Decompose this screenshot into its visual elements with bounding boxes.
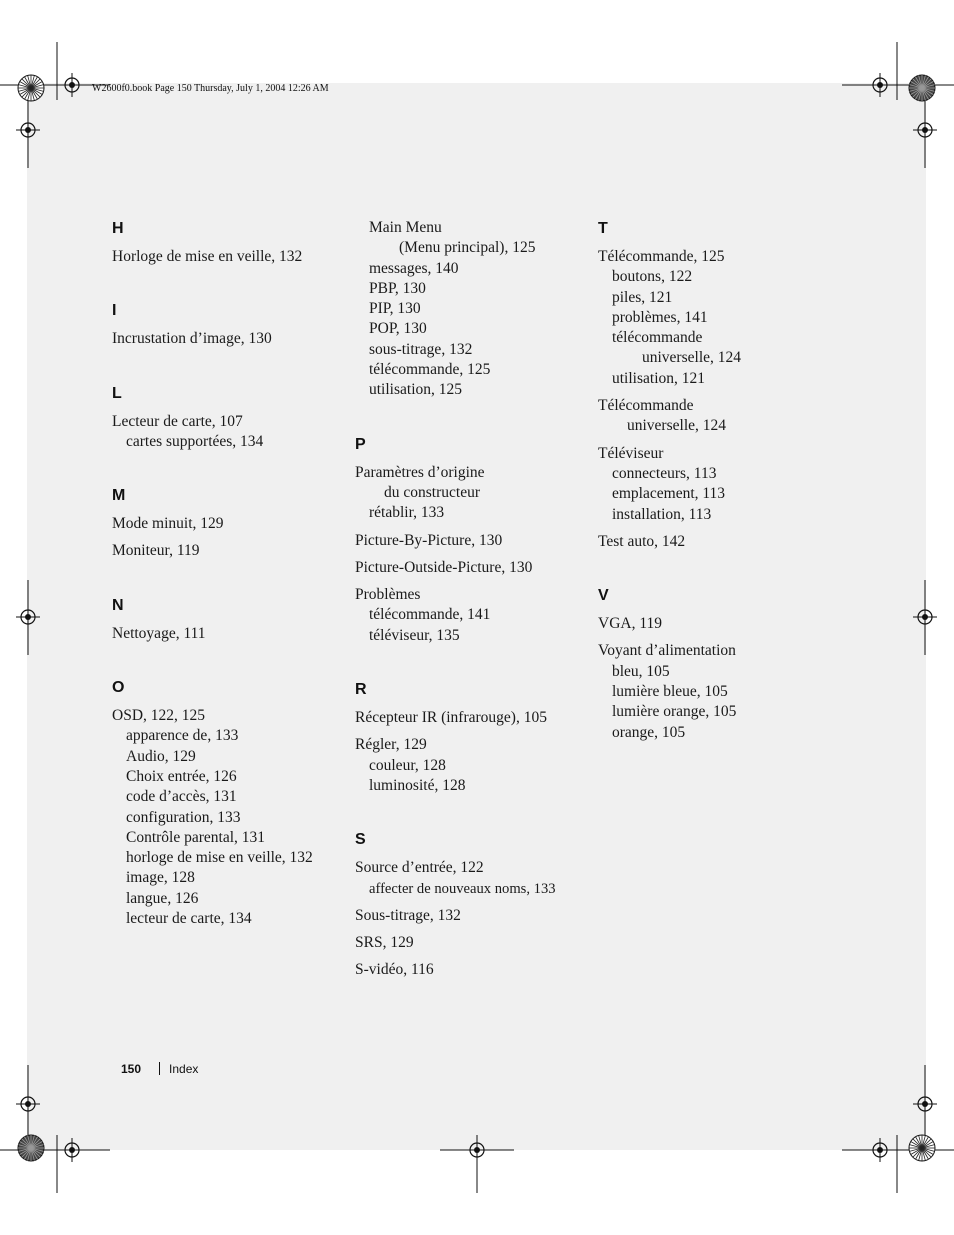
index-entry — [598, 444, 828, 525]
index-letter-heading: L — [112, 384, 122, 402]
index-subterm: horloge de mise en veille, 132 — [126, 849, 313, 867]
registration-target — [16, 605, 40, 629]
index-term: Test auto, 142 — [598, 532, 686, 550]
index-subterm: messages, 140 — [369, 259, 459, 277]
index-subterm: cartes supportées, 134 — [126, 432, 264, 450]
registration-target — [913, 605, 937, 629]
index-term: Horloge de mise en veille, 132 — [112, 248, 303, 265]
registration-target — [16, 118, 40, 142]
index-subterm: piles, 121 — [612, 288, 673, 306]
index-subterm: connecteurs, 113 — [612, 464, 717, 482]
registration-target — [60, 1138, 84, 1162]
footer-section: Index — [169, 1062, 199, 1076]
index-entry — [112, 541, 342, 561]
index-subterm: du constructeur — [384, 483, 480, 501]
index-entry — [355, 735, 585, 796]
index-entry — [112, 624, 342, 644]
index-column-2 — [355, 218, 585, 988]
registration-target — [868, 73, 892, 97]
index-column-3 — [598, 218, 828, 750]
index-term: Télécommande, 125 — [598, 248, 725, 265]
index-letter-heading: S — [355, 831, 366, 849]
index-subterm: orange, 105 — [612, 723, 686, 741]
index-entry — [355, 906, 585, 926]
index-term: Récepteur IR (infrarouge), 105 — [355, 709, 547, 727]
footer-separator — [159, 1062, 160, 1075]
index-letter-heading: T — [598, 220, 608, 237]
index-subterm: Contrôle parental, 131 — [126, 828, 266, 846]
index-term: Voyant d’alimentation — [598, 642, 736, 660]
index-subterm: POP, 130 — [369, 320, 427, 338]
index-subterm: lumière bleue, 105 — [612, 683, 728, 701]
index-entry — [355, 585, 585, 646]
index-term: SRS, 129 — [355, 934, 414, 952]
index-entry — [355, 933, 585, 953]
index-subterm: universelle, 124 — [642, 349, 742, 367]
index-term: Sous-titrage, 132 — [355, 906, 461, 924]
registration-target — [913, 1092, 937, 1116]
index-letter-heading: O — [112, 679, 125, 697]
index-subterm: bleu, 105 — [612, 662, 670, 680]
index-entry — [355, 463, 585, 524]
index-term: Picture-Outside-Picture, 130 — [355, 558, 533, 576]
index-subterm: code d’accès, 131 — [126, 788, 237, 806]
index-subterm: Main Menu — [369, 219, 442, 236]
index-subterm: télécommande, 141 — [369, 606, 491, 624]
index-entry — [355, 531, 585, 551]
index-subterm: emplacement, 113 — [612, 485, 726, 503]
index-subterm: langue, 126 — [126, 889, 199, 907]
index-entry — [112, 247, 342, 267]
index-subterm: (Menu principal), 125 — [399, 239, 536, 257]
index-term: Lecteur de carte, 107 — [112, 412, 243, 430]
index-subterm: configuration, 133 — [126, 808, 241, 826]
index-entry — [112, 706, 342, 929]
index-letter-heading: P — [355, 435, 366, 453]
index-entry — [598, 614, 828, 634]
registration-target — [913, 118, 937, 142]
index-subterm: Choix entrée, 126 — [126, 767, 237, 785]
index-letter-heading: M — [112, 487, 126, 505]
page-footer — [121, 1062, 198, 1076]
index-term: Paramètres d’origine — [355, 463, 485, 481]
index-entry — [355, 708, 585, 728]
color-bar-rosette — [18, 75, 44, 101]
registration-target — [868, 1138, 892, 1162]
index-entry — [598, 641, 828, 742]
index-letter-heading: V — [598, 587, 609, 605]
index-subterm: couleur, 128 — [369, 756, 446, 774]
page-number: 150 — [121, 1062, 142, 1076]
registration-target — [60, 73, 84, 97]
index-entry — [355, 558, 585, 578]
index-subterm: lecteur de carte, 134 — [126, 910, 252, 928]
index-entry — [355, 218, 585, 401]
registration-target — [16, 1092, 40, 1116]
index-term: Problèmes — [355, 586, 421, 604]
index-subterm: téléviseur, 135 — [369, 626, 460, 644]
index-subterm: utilisation, 121 — [612, 369, 705, 387]
index-subterm: utilisation, 125 — [369, 381, 462, 399]
index-term: S-vidéo, 116 — [355, 961, 434, 979]
print-header: W2600f0.book Page 150 Thursday, July 1, 2004 12:26 AM — [92, 83, 329, 94]
index-term: Téléviseur — [598, 444, 664, 462]
index-subterm: télécommande — [612, 329, 703, 347]
index-subterm: PIP, 130 — [369, 300, 421, 318]
index-subterm: boutons, 122 — [612, 268, 693, 286]
index-letter-heading: I — [112, 302, 117, 320]
index-entry — [355, 858, 585, 899]
index-term: Mode minuit, 129 — [112, 515, 224, 533]
registration-target — [465, 1138, 489, 1162]
color-bar-rosette — [909, 75, 935, 101]
index-subterm: lumière orange, 105 — [612, 703, 737, 721]
color-bar-rosette — [18, 1135, 44, 1161]
index-term: Télécommande — [598, 397, 694, 415]
index-letter-heading: H — [112, 220, 124, 237]
index-term: Nettoyage, 111 — [112, 624, 206, 642]
index-subterm: universelle, 124 — [627, 417, 727, 435]
index-entry — [112, 329, 342, 349]
index-term: Régler, 129 — [355, 736, 427, 754]
index-entry — [598, 396, 828, 437]
index-subterm: sous-titrage, 132 — [369, 340, 473, 358]
index-subterm: PBP, 130 — [369, 279, 426, 297]
index-term: Moniteur, 119 — [112, 542, 200, 560]
index-entry — [355, 960, 585, 980]
index-subterm: problèmes, 141 — [612, 308, 708, 326]
index-subterm: image, 128 — [126, 869, 195, 887]
index-subterm: affecter de nouveaux noms, 133 — [369, 880, 556, 897]
index-subterm: rétablir, 133 — [369, 504, 445, 522]
index-column-1 — [112, 218, 342, 936]
index-term: VGA, 119 — [598, 615, 663, 633]
index-entry — [598, 532, 828, 552]
index-term: OSD, 122, 125 — [112, 707, 206, 725]
index-term: Source d’entrée, 122 — [355, 859, 484, 877]
index-letter-heading: R — [355, 681, 367, 699]
index-letter-heading: N — [112, 596, 124, 614]
index-entry — [598, 247, 828, 389]
index-subterm: luminosité, 128 — [369, 776, 466, 794]
index-subterm: installation, 113 — [612, 505, 712, 523]
index-term: Incrustation d’image, 130 — [112, 330, 272, 348]
index-subterm: Audio, 129 — [126, 747, 196, 765]
index-subterm: télécommande, 125 — [369, 361, 491, 379]
index-entry — [112, 514, 342, 534]
index-subterm: apparence de, 133 — [126, 727, 239, 745]
color-bar-rosette — [909, 1135, 935, 1161]
index-entry — [112, 412, 342, 453]
index-term: Picture-By-Picture, 130 — [355, 531, 503, 549]
